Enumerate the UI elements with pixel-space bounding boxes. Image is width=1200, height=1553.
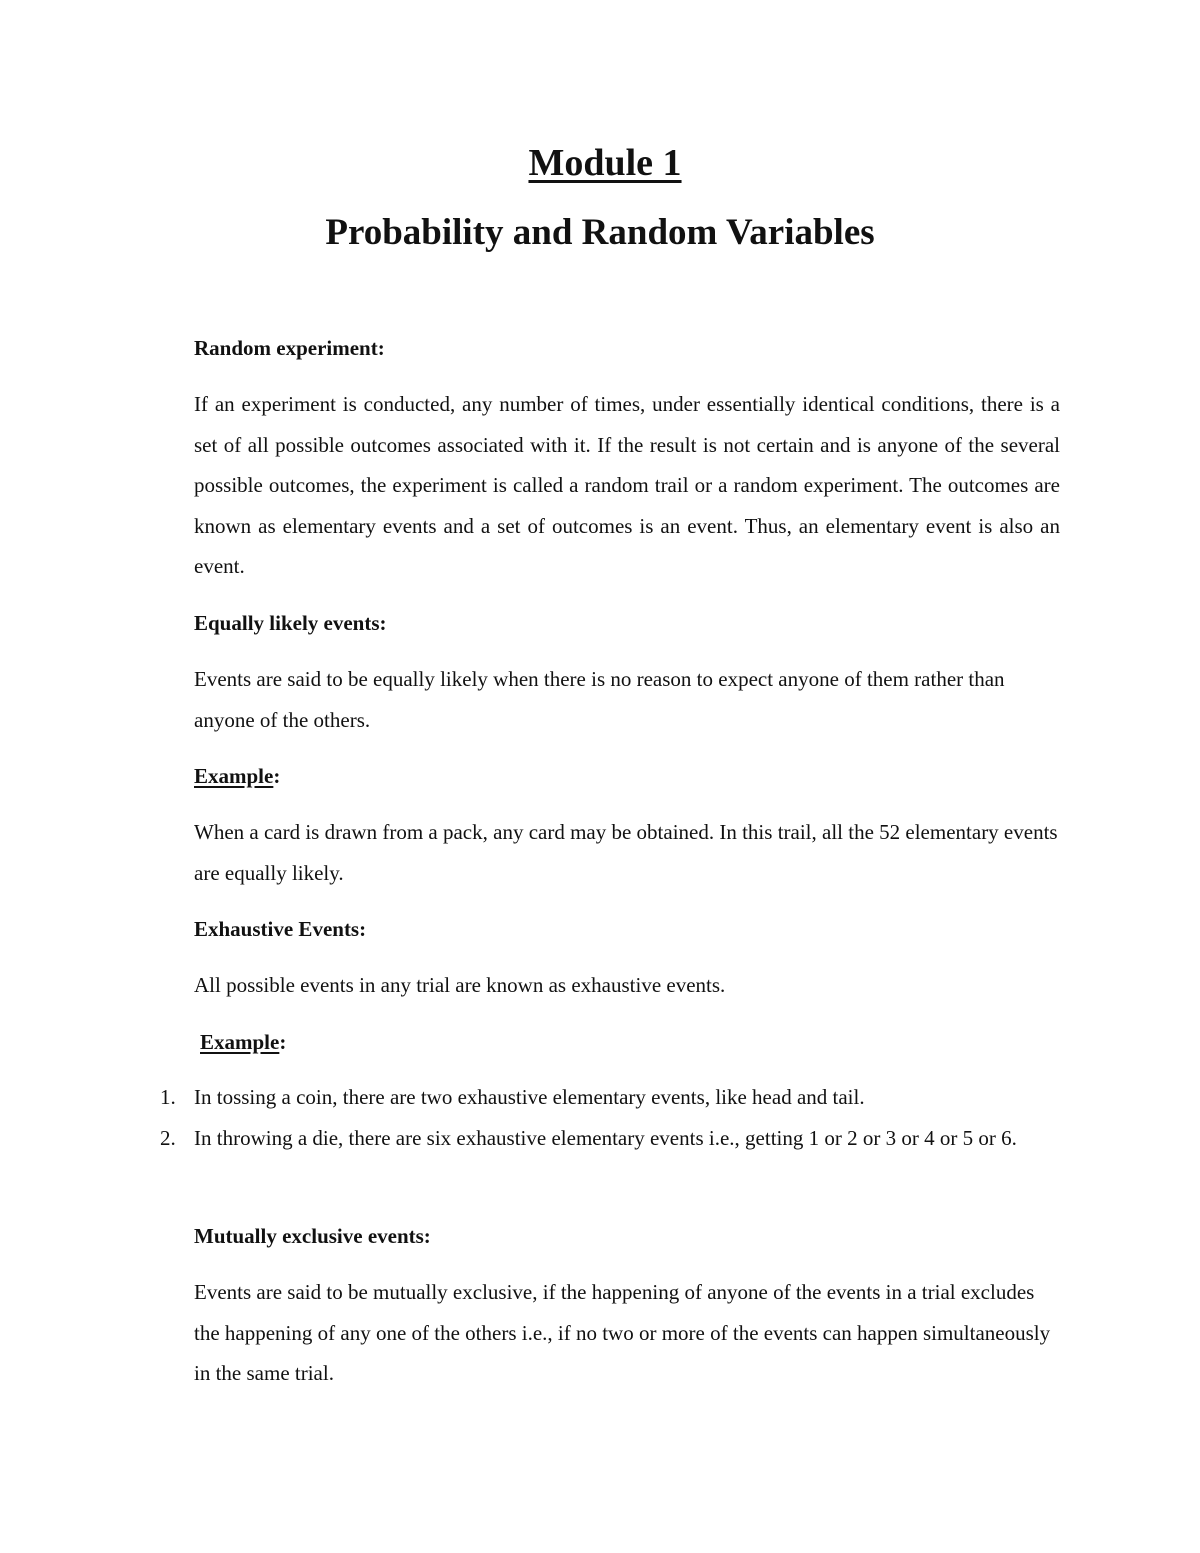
heading-example-2-text: Example [200,1030,280,1054]
list-item-number: 2. [160,1125,176,1150]
list-item-number: 1. [160,1085,176,1109]
module-title-text: Module 1 [528,142,682,184]
heading-example-2 [200,1028,286,1056]
list-item [160,1077,1060,1118]
module-title [0,140,1200,186]
heading-example-1-text: Example [194,764,274,788]
para-example-1: When a card is drawn from a pack, any card may be obtained. In this trail, all the 52 elementary events are equally likely. [194,820,1058,885]
example-list [160,1077,1060,1158]
para-exhaustive: All possible events in any trial are known as exhaustive events. [194,973,726,997]
heading-example-1-colon: : [273,764,281,788]
heading-random-experiment: Random experiment: [194,336,385,360]
subject-title: Probability and Random Variables [325,212,875,253]
list-item-text: In throwing a die, there are six exhaustive elementary events i.e., getting 1 or 2 or 3 or 4 or 5 or 6. [194,1125,1017,1150]
heading-mutually-exclusive: Mutually exclusive events: [194,1224,431,1248]
heading-example-2-colon: : [279,1030,287,1054]
heading-example-1 [194,762,280,790]
para-mutually-exclusive: Events are said to be mutually exclusive, if the happening of anyone of the events in a trial excludes the happening of any one of the others i.e., if no two or more of the events can happen simultaneously in the same trial. [194,1280,1051,1385]
heading-equally-likely: Equally likely events: [194,611,387,635]
list-item [160,1118,1060,1159]
heading-exhaustive: Exhaustive Events: [194,917,367,941]
list-item-text: In tossing a coin, there are two exhaustive elementary events, like head and tail. [194,1085,865,1109]
para-random-experiment: If an experiment is conducted, any number of times, under essentially identical conditions, there is a set of all possible outcomes associated with it. If the result is not certain and is anyone of the several possible outcomes, the experiment is called a random trail or a random experiment. The outcomes are known as elementary events and a set of outcomes is an event. Thus, an elementary event is also an event. [194,392,1060,578]
para-equally-likely: Events are said to be equally likely when there is no reason to expect anyone of them rather than anyone of the others. [194,667,1005,732]
